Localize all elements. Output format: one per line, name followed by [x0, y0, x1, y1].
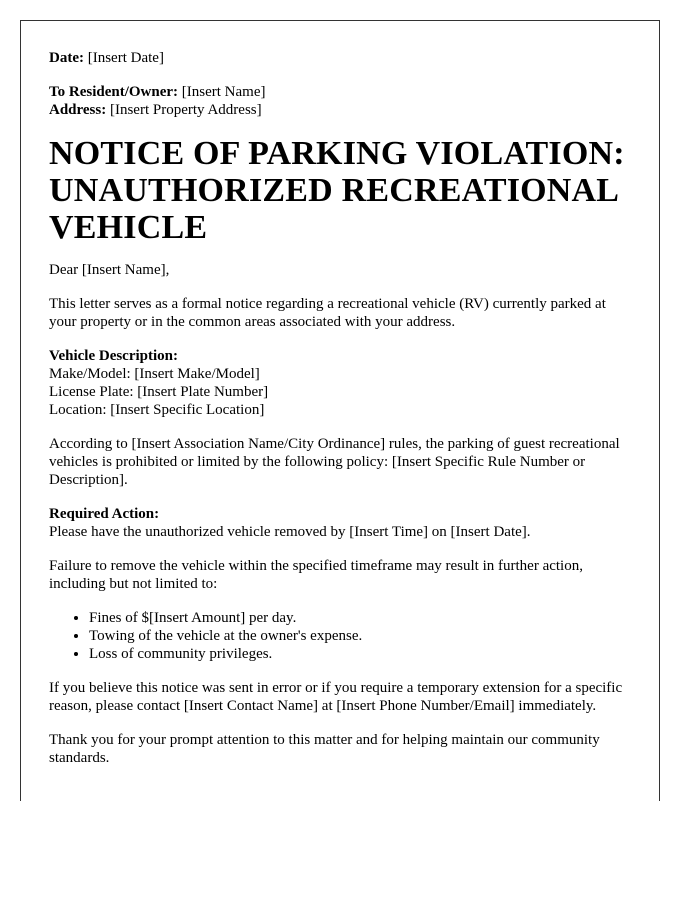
- recipient-value: [Insert Name]: [181, 84, 266, 100]
- policy-paragraph: According to [Insert Association Name/City Ordinance] rules, the parking of guest recreational vehicles is prohibited or limited by the following policy: [Insert Specific Rule Number or Description].: [49, 436, 620, 488]
- date-value: [Insert Date]: [87, 50, 164, 66]
- consequences-intro: Failure to remove the vehicle within the specified timeframe may result in further action, including but not limited to:: [49, 558, 583, 592]
- action-heading: Required Action:: [49, 506, 160, 522]
- address-value: [Insert Property Address]: [109, 102, 262, 118]
- recipient-line: [49, 83, 631, 101]
- date-line: [49, 49, 631, 67]
- vehicle-heading: Vehicle Description:: [49, 348, 179, 364]
- recipient-label: To Resident/Owner:: [49, 84, 179, 100]
- contact-paragraph: If you believe this notice was sent in error or if you require a temporary extension for a specific reason, please contact [Insert Contact Name] at [Insert Phone Number/Email] immediately.: [49, 680, 623, 714]
- address-line: [49, 101, 631, 119]
- letter-page: [20, 20, 660, 801]
- intro-paragraph: This letter serves as a formal notice regarding a recreational vehicle (RV) currently parked at your property or in the common areas associated with your address.: [49, 296, 606, 330]
- vehicle-make-model: Make/Model: [Insert Make/Model]: [49, 366, 260, 382]
- vehicle-description: [49, 347, 631, 419]
- list-item: • Fines of $[Insert Amount] per day.: [89, 609, 631, 627]
- address-label: Address:: [49, 102, 107, 118]
- required-action: [49, 505, 631, 541]
- action-text: Please have the unauthorized vehicle removed by [Insert Time] on [Insert Date].: [49, 524, 531, 540]
- notice-title: NOTICE OF PARKING VIOLATION: UNAUTHORIZED RECREATIONAL VEHICLE: [49, 135, 625, 246]
- date-label: Date:: [49, 50, 84, 66]
- salutation: Dear [Insert Name],: [49, 262, 170, 278]
- consequences-list: [49, 609, 631, 663]
- list-item: • Loss of community privileges.: [89, 645, 631, 663]
- vehicle-license-plate: License Plate: [Insert Plate Number]: [49, 384, 269, 400]
- closing-paragraph: Thank you for your prompt attention to this matter and for helping maintain our community standards.: [49, 732, 600, 766]
- vehicle-location: Location: [Insert Specific Location]: [49, 402, 265, 418]
- list-item: • Towing of the vehicle at the owner's expense.: [89, 627, 631, 645]
